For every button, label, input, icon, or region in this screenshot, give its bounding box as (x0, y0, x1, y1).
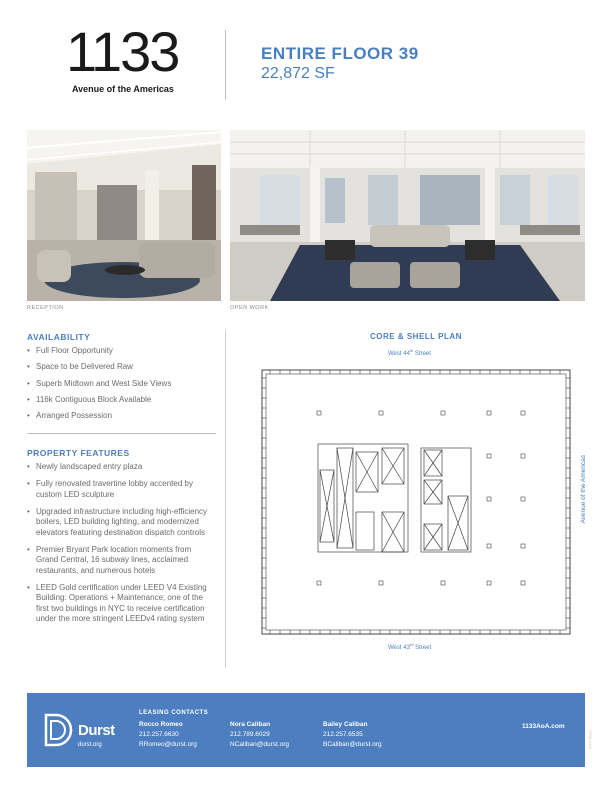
top-street-label: West 44th Street (388, 348, 431, 357)
reception-caption: RECEPTION (27, 305, 64, 311)
list-item: • Space to be Delivered Raw (27, 362, 217, 373)
availability-heading: AVAILABILITY (27, 332, 91, 342)
logo-subtitle: Avenue of the Americas (72, 84, 174, 94)
list-item: • Fully renovated travertine lobby accented by custom LED sculpture (27, 479, 209, 500)
contact-phone[interactable]: 212.789.6029 (230, 731, 270, 738)
contact-email[interactable]: NCaliban@durst.org (230, 741, 289, 748)
floor-plan (258, 366, 574, 638)
version-code: 0508-1026 (588, 730, 593, 750)
list-item: • Full Floor Opportunity (27, 346, 217, 357)
durst-logo-icon (44, 713, 74, 752)
contact-name: Nora Caliban (230, 721, 271, 728)
contact-card (139, 721, 197, 748)
bottom-street-label: West 43rd Street (388, 642, 432, 651)
features-list (27, 462, 209, 631)
list-item: • LEED Gold certification under LEED V4 Existing Building: Operations + Maintenance; one of the first two buildings in NYC to receive certification under the more stringent LEEDv4 rating system (27, 583, 209, 625)
availability-list (27, 346, 217, 427)
website-link[interactable]: 1133AoA.com (522, 723, 565, 730)
logo-number: 1133 (66, 20, 179, 83)
list-item: • Upgraded infrastructure including high-efficiency boilers, LED building lighting, and modernized elevators featuring destination dispatch controls (27, 507, 209, 539)
contact-card (323, 721, 382, 748)
contact-name: Bailey Caliban (323, 721, 368, 728)
contact-email[interactable]: RRomeo@durst.org (139, 741, 197, 748)
column-divider (225, 330, 226, 668)
brand-name: Durst (78, 722, 115, 739)
brand-url[interactable]: durst.org (78, 742, 102, 748)
header-divider (225, 30, 226, 100)
features-heading: PROPERTY FEATURES (27, 448, 130, 458)
list-item: • 116k Contiguous Block Available (27, 395, 217, 406)
reception-photo (27, 130, 221, 301)
open-work-photo (230, 130, 585, 301)
floor-size: 22,872 SF (261, 65, 335, 82)
open-work-caption: OPEN WORK (230, 305, 269, 311)
contact-email[interactable]: BCaliban@durst.org (323, 741, 382, 748)
leasing-contacts-heading: LEASING CONTACTS (139, 710, 209, 716)
plan-title: CORE & SHELL PLAN (370, 332, 462, 341)
list-item: • Superb Midtown and West Side Views (27, 379, 217, 390)
floor-title: ENTIRE FLOOR 39 (261, 44, 419, 63)
contact-phone[interactable]: 212.257.6535 (323, 731, 363, 738)
list-item: • Premier Bryant Park location moments from Grand Central, 16 subway lines, acclaimed restaurants, and numerous hotels (27, 545, 209, 577)
contact-phone[interactable]: 212.257.6630 (139, 731, 179, 738)
side-street-label: Avenue of the Americas (580, 455, 587, 524)
list-item: • Newly landscaped entry plaza (27, 462, 209, 473)
section-divider (27, 433, 216, 434)
list-item: • Arranged Possession (27, 411, 217, 422)
contact-card (230, 721, 289, 748)
contact-name: Rocco Romeo (139, 721, 183, 728)
